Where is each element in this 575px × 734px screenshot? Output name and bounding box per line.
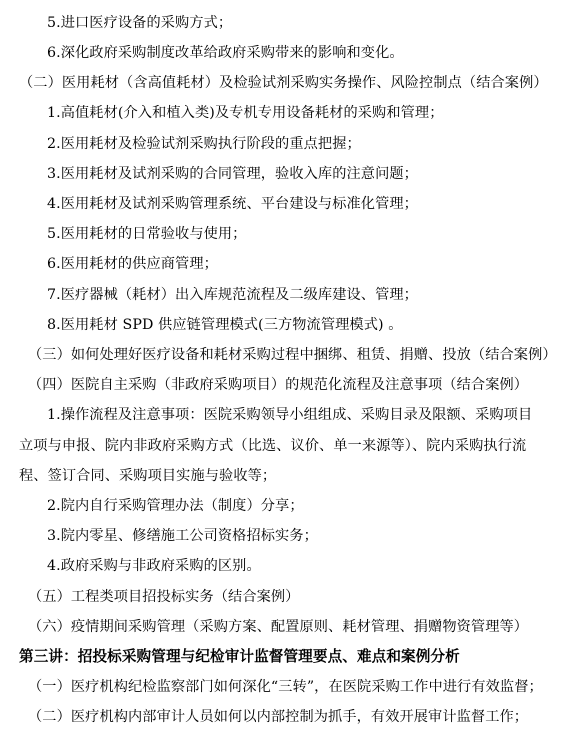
text-line: 8.医用耗材 SPD 供应链管理模式(三方物流管理模式) 。: [47, 317, 403, 333]
text-line: 6.深化政府采购制度改革给政府采购带来的影响和变化。: [47, 45, 404, 61]
section-heading: （二）医用耗材（含高值耗材）及检验试剂采购实务操作、风险控制点（结合案例）: [19, 75, 548, 91]
section-heading: （五）工程类项目招投标实务（结合案例）: [28, 589, 300, 605]
text-line: 2.院内自行采购管理办法（制度）分享；: [47, 498, 304, 514]
text-line: 程、签订合同、采购项目实施与验收等；: [19, 468, 277, 484]
text-line: 立项与申报、院内非政府采购方式（比选、议价、单一来源等）、院内采购执行流: [19, 438, 527, 454]
text-line: 1.高值耗材(介入和植入类)及专机专用设备耗材的采购和管理；: [47, 105, 444, 121]
section-heading: （二）医疗机构内部审计人员如何以内部控制为抓手，有效开展审计监督工作；: [28, 709, 529, 725]
text-line: 4.政府采购与非政府采购的区别。: [47, 558, 261, 574]
text-line: 7.医疗器械（耗材）出入库规范流程及二级库建设、管理；: [47, 287, 418, 303]
text-line: 3.院内零星、修缮施工公司资格招标实务；: [47, 528, 318, 544]
section-heading: （三）如何处理好医疗设备和耗材采购过程中捆绑、租赁、捐赠、投放（结合案例）: [28, 347, 557, 363]
section-heading: （四）医院自主采购（非政府采购项目）的规范化流程及注意事项（结合案例）: [28, 377, 529, 393]
text-line: 5.进口医疗设备的采购方式；: [47, 15, 233, 31]
text-line: 2.医用耗材及检验试剂采购执行阶段的重点把握；: [47, 136, 361, 152]
section-heading: （一）医疗机构纪检监察部门如何深化“三转”，在医院采购工作中进行有效监督；: [28, 679, 543, 695]
text-line: 6.医用耗材的供应商管理；: [47, 256, 218, 272]
text-line: 5.医用耗材的日常验收与使用；: [47, 226, 247, 242]
lecture-heading: 第三讲：招投标采购管理与纪检审计监督管理要点、难点和案例分析: [19, 648, 460, 665]
section-heading: （六）疫情期间采购管理（采购方案、配置原则、耗材管理、捐赠物资管理等）: [28, 619, 529, 635]
text-line: 4.医用耗材及试剂采购管理系统、平台建设与标准化管理；: [47, 196, 418, 212]
text-line: 1.操作流程及注意事项：医院采购领导小组组成、采购目录及限额、采购项目: [47, 407, 533, 423]
text-line: 3.医用耗材及试剂采购的合同管理，验收入库的注意问题；: [47, 166, 418, 182]
